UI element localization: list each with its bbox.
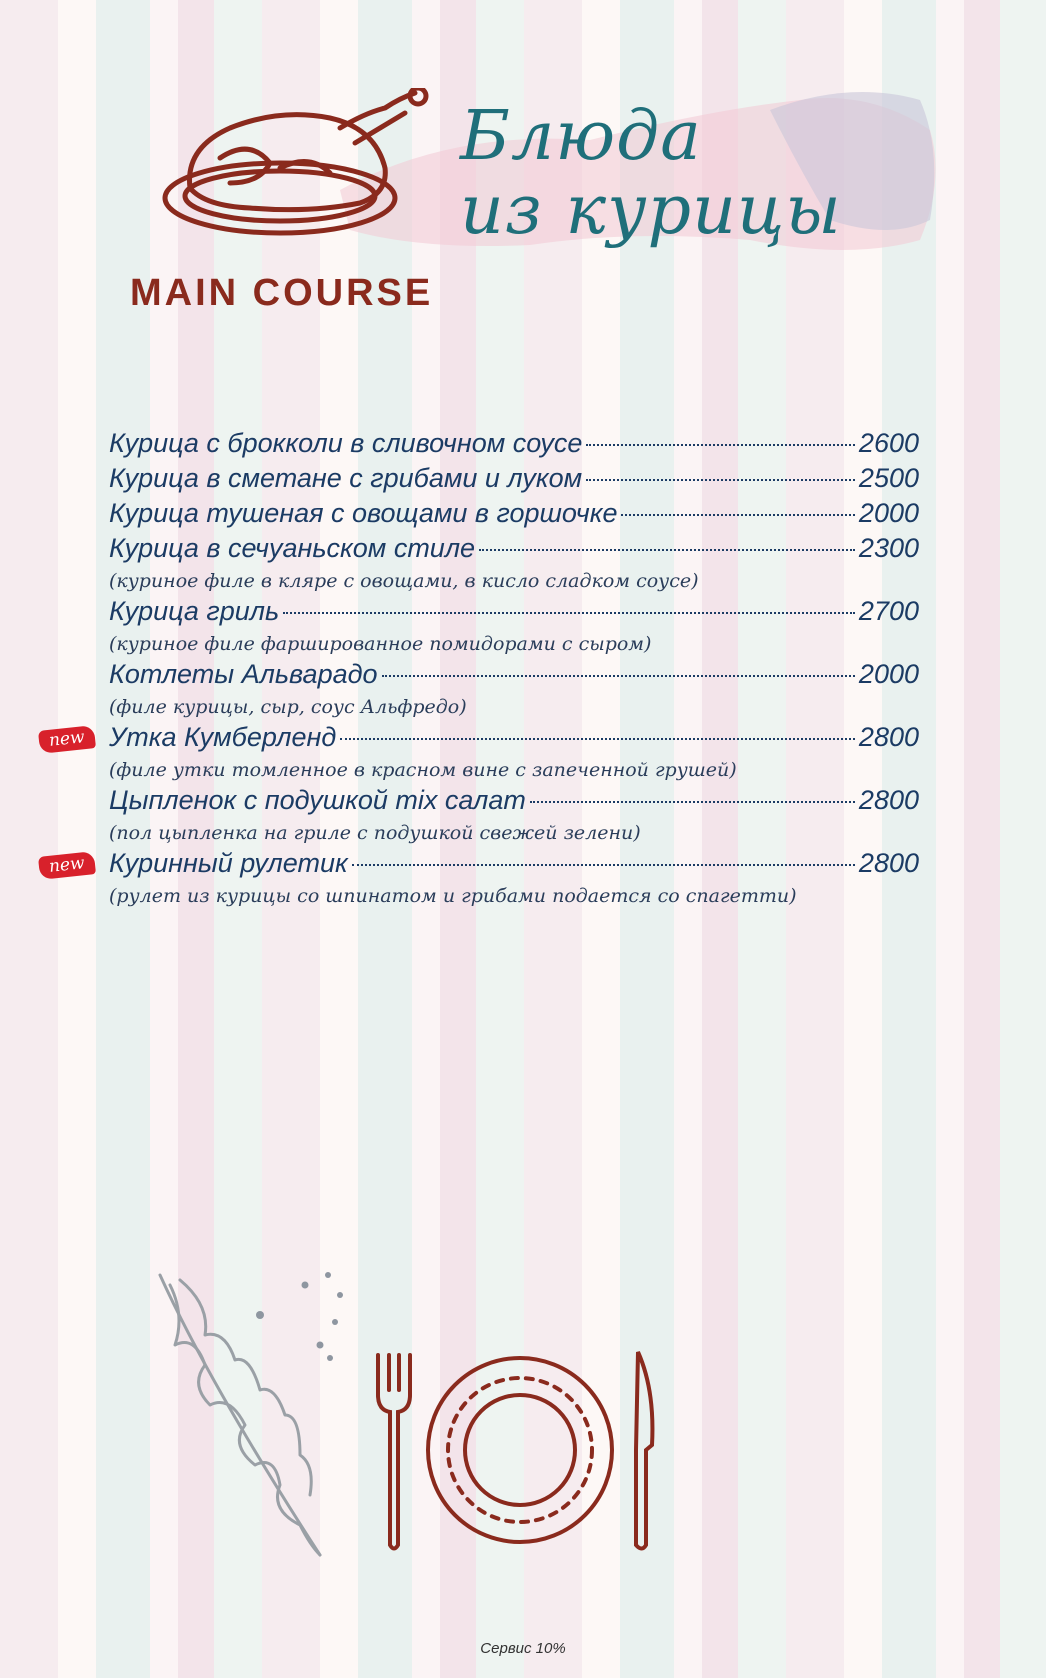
- title-line-1: Блюда: [460, 97, 702, 176]
- title-line-2: из курицы: [460, 171, 842, 250]
- menu-item-description: (пол цыпленка на гриле с подушкой свежей зелени): [109, 822, 641, 844]
- menu-item-name: Курица с брокколи в сливочном соусе: [109, 428, 583, 458]
- menu-item-description: (филе курицы, сыр, соус Альфредо): [109, 696, 467, 718]
- section-subtitle: MAIN COURSE: [130, 272, 434, 314]
- menu-item: [109, 596, 919, 655]
- menu-item-name: Утка Кумберленд: [109, 722, 337, 752]
- dot-leader: [586, 444, 854, 446]
- menu-item: [109, 463, 919, 498]
- menu-list: [47, 428, 919, 911]
- menu-item: [109, 533, 919, 592]
- menu-item-name: Курица тушеная с овощами в горшочке: [109, 498, 618, 528]
- menu-item-name: Курица гриль: [109, 596, 280, 626]
- menu-item-description: (филе утки томленное в красном вине с запеченной грушей): [109, 759, 737, 781]
- menu-item-price: 2800: [858, 848, 919, 878]
- dot-leader: [621, 514, 854, 516]
- menu-item-price: 2800: [858, 722, 919, 752]
- menu-item-name: Курица в сметане с грибами и луком: [109, 463, 583, 493]
- menu-item-price: 2500: [858, 463, 919, 493]
- menu-item-name: Цыпленок с подушкой тіх салат: [109, 785, 526, 815]
- dot-leader: [283, 612, 855, 614]
- dot-leader: [352, 864, 855, 866]
- menu-item-description: (рулет из курицы со шпинатом и грибами подается со спагетти): [109, 885, 797, 907]
- menu-item-price: 2600: [858, 428, 919, 458]
- menu-item-price: 2300: [858, 533, 919, 563]
- menu-item: [47, 848, 919, 907]
- service-charge-note: Сервис 10%: [480, 1640, 566, 1657]
- menu-item-price: 2800: [858, 785, 919, 815]
- plate-fork-knife-icon: [370, 1350, 670, 1555]
- menu-item-price: 2000: [858, 498, 919, 528]
- menu-item-description: (куриное филе фаршированное помидорами с сыром): [109, 633, 652, 655]
- menu-item: [109, 785, 919, 844]
- page-title: [460, 97, 842, 250]
- dot-leader: [479, 549, 855, 551]
- menu-item: [109, 498, 919, 533]
- dot-leader: [340, 738, 855, 740]
- menu-item-description: (куриное филе в кляре с овощами, в кисло сладком соусе): [109, 570, 699, 592]
- menu-item-name: Котлеты Альварадо: [109, 659, 378, 689]
- menu-item-price: 2700: [858, 596, 919, 626]
- menu-item: [109, 428, 919, 463]
- dot-leader: [530, 801, 855, 803]
- new-badge: new: [38, 851, 96, 880]
- dot-leader: [382, 675, 855, 677]
- dot-leader: [586, 479, 855, 481]
- menu-item-price: 2000: [858, 659, 919, 689]
- roast-chicken-icon: [160, 88, 450, 248]
- menu-item: [47, 722, 919, 781]
- menu-item-name: Куринный рулетик: [109, 848, 348, 878]
- menu-item-name: Курица в сечуаньском стиле: [109, 533, 476, 563]
- menu-item: [109, 659, 919, 718]
- new-badge: new: [38, 725, 96, 754]
- salt-dots-decoration: [250, 1260, 360, 1370]
